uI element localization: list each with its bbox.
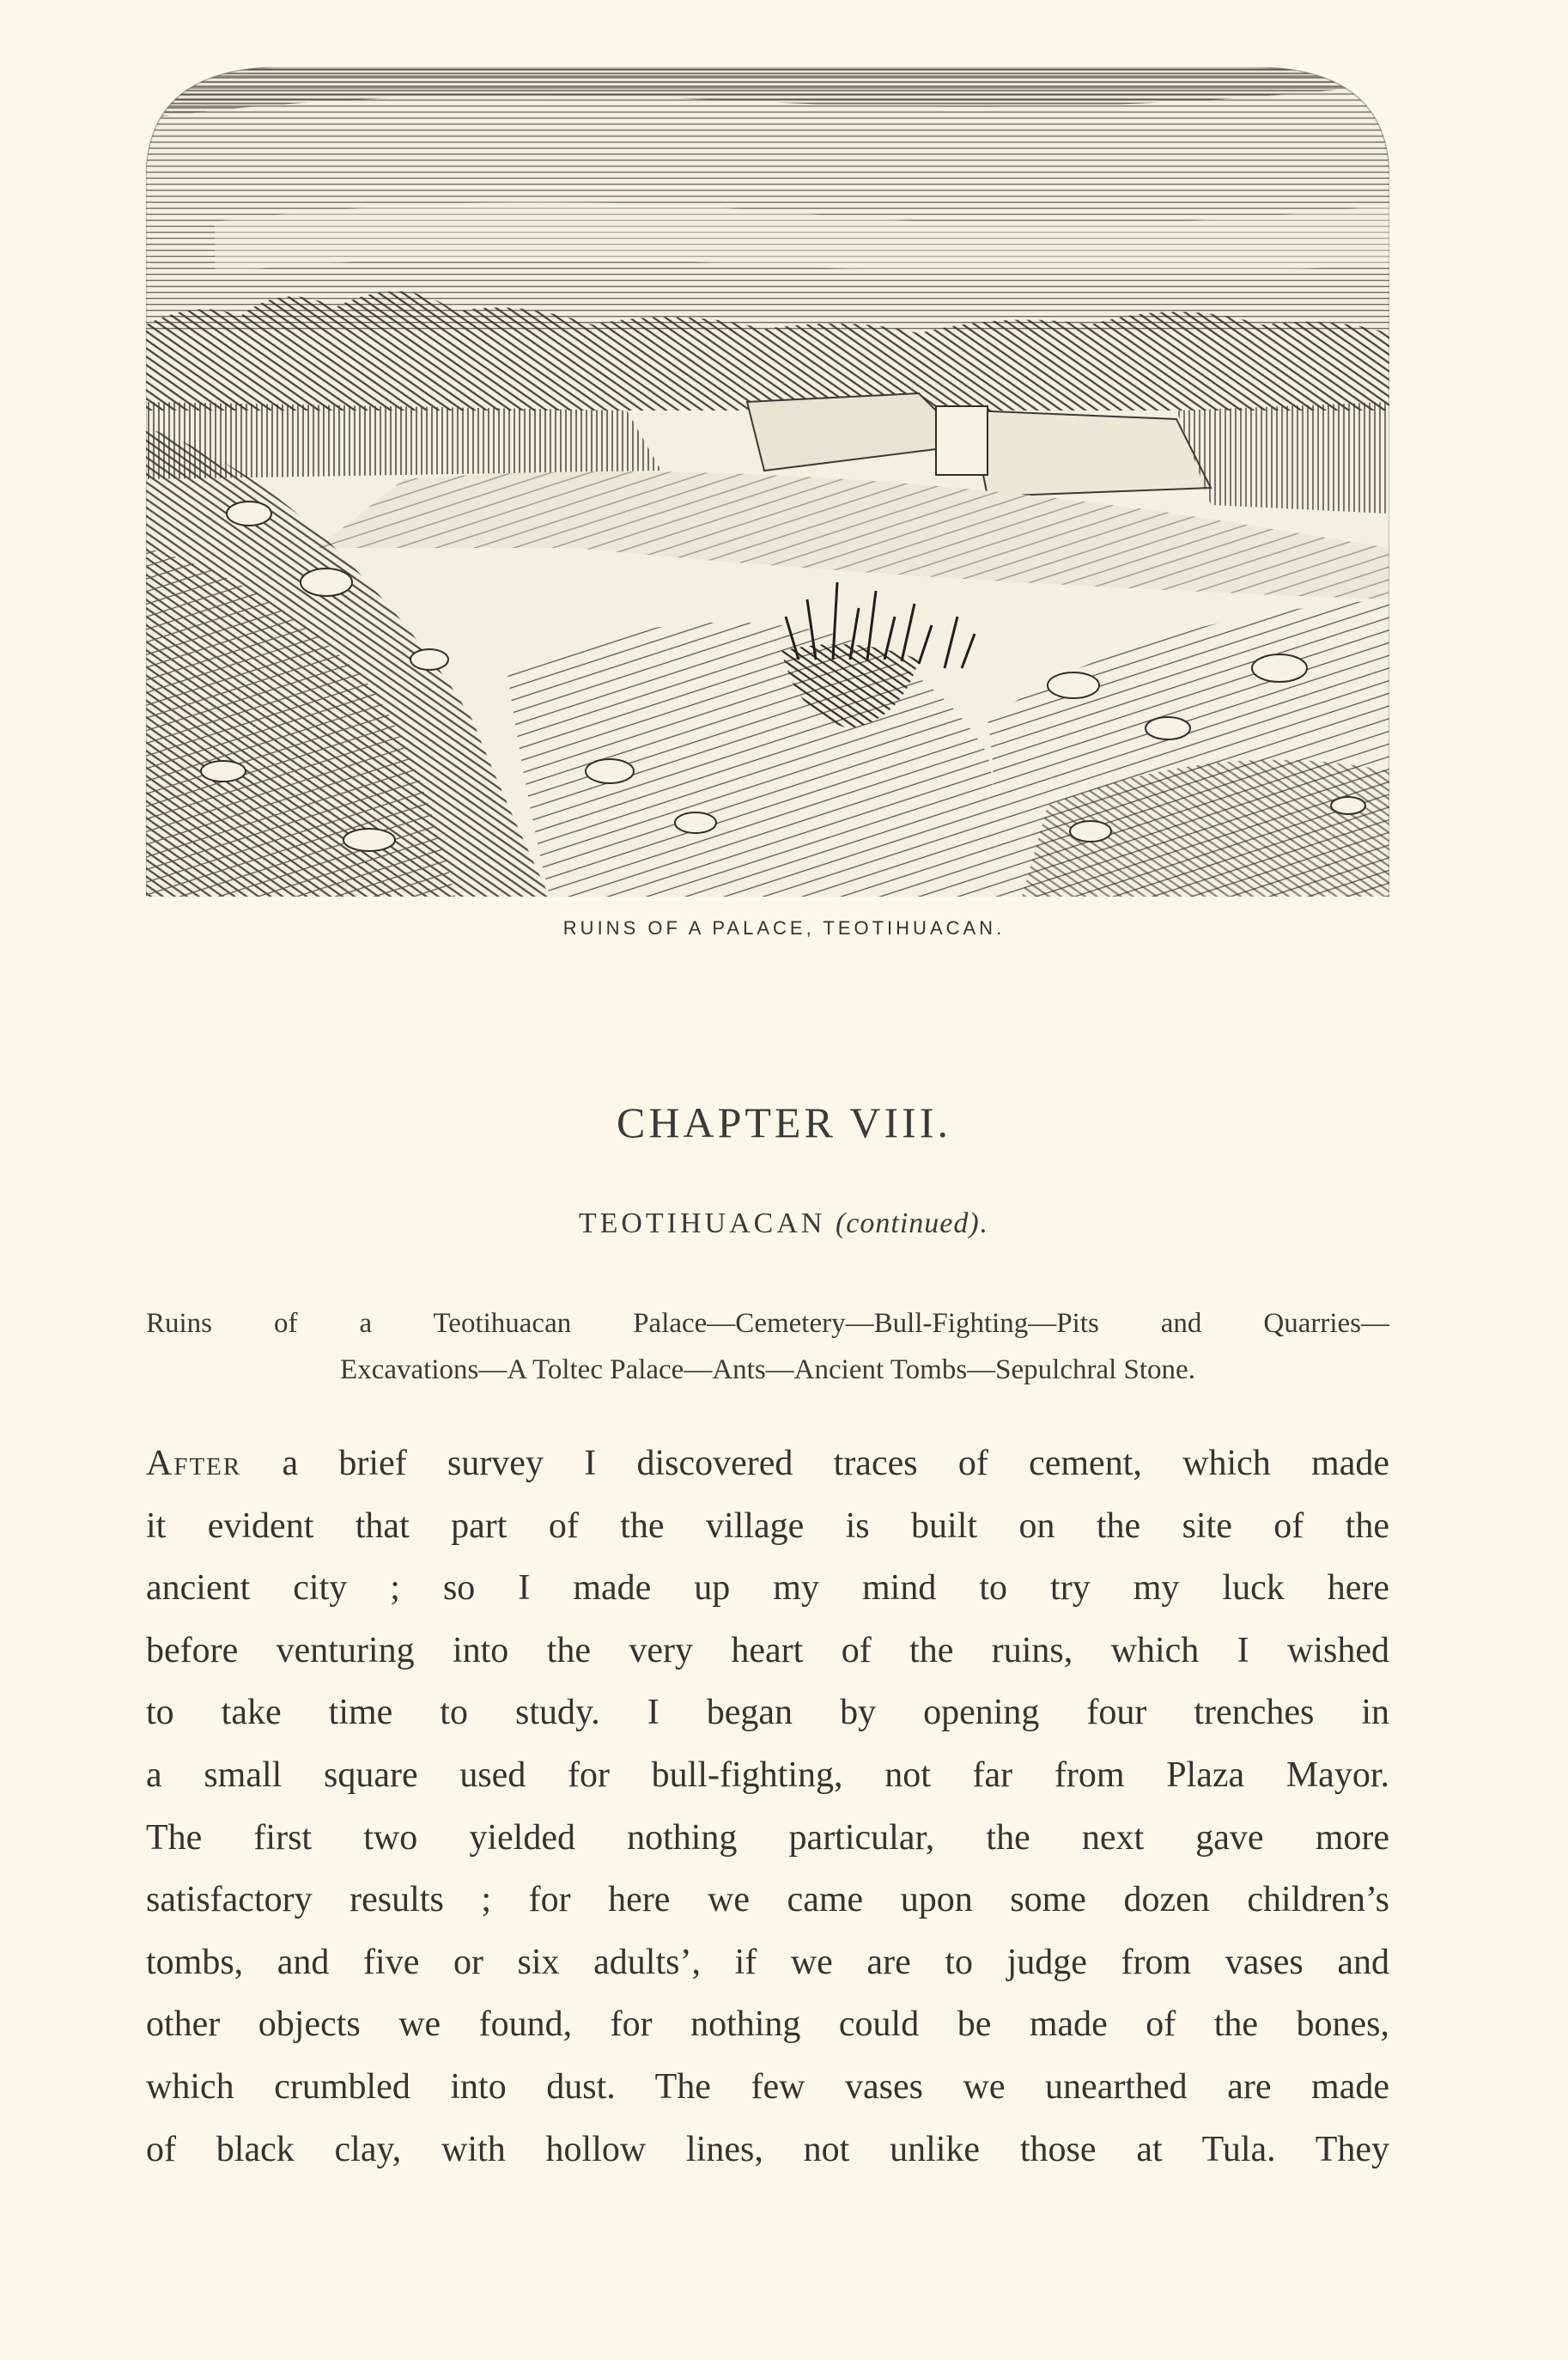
chapter-subtitle — [0, 1207, 1568, 1240]
body-line: it evident that part of the village is built on the site of the — [146, 1505, 1389, 1546]
synopsis-line: Ruins of a Teotihuacan Palace—Cemetery—Bull-Fighting—Pits and Quarries— — [146, 1308, 1389, 1339]
body-line: of black clay, with hollow lines, not unlike those at Tula. They — [146, 2129, 1389, 2169]
chapter-title: CHAPTER VIII. — [617, 1098, 951, 1147]
body-line: tombs, and five or six adults’, if we are to judge from vases and — [146, 1942, 1389, 1982]
body-line: which crumbled into dust. The few vases we unearthed are made — [146, 2066, 1389, 2107]
body-line: ancient city ; so I made up my mind to try my luck here — [146, 1568, 1389, 1609]
body-line: The first two yielded nothing particular, the next gave more — [146, 1817, 1389, 1858]
illustration-caption: RUINS OF A PALACE, TEOTIHUACAN. — [562, 917, 1006, 939]
chapter-synopsis — [146, 1300, 1389, 1393]
subtitle-italic: (continued) — [835, 1207, 980, 1239]
synopsis-line: Excavations—A Toltec Palace—Ants—Ancient Tombs—Sepulchral Stone. — [340, 1354, 1195, 1385]
body-line: before venturing into the very heart of the ruins, which I wished — [146, 1630, 1389, 1670]
subtitle-end: . — [979, 1207, 990, 1239]
body-line: a small square used for bull-fighting, not far from Plaza Mayor. — [146, 1755, 1389, 1795]
body-line: other objects we found, for nothing could be made of the bones, — [146, 2004, 1389, 2045]
first-line-text: a brief survey I discovered traces of cement, which made — [241, 1444, 1389, 1483]
body-line — [146, 1432, 1389, 1495]
engraving-svg — [146, 67, 1389, 897]
body-line: to take time to study. I began by opening four trenches in — [146, 1693, 1389, 1733]
engraving-ruins-of-palace — [146, 67, 1389, 897]
body-paragraph — [146, 1432, 1389, 2181]
opening-word: After — [146, 1444, 242, 1483]
subtitle-main: TEOTIHUACAN — [578, 1207, 826, 1239]
body-line: satisfactory results ; for here we came upon some dozen children’s — [146, 1880, 1389, 1920]
